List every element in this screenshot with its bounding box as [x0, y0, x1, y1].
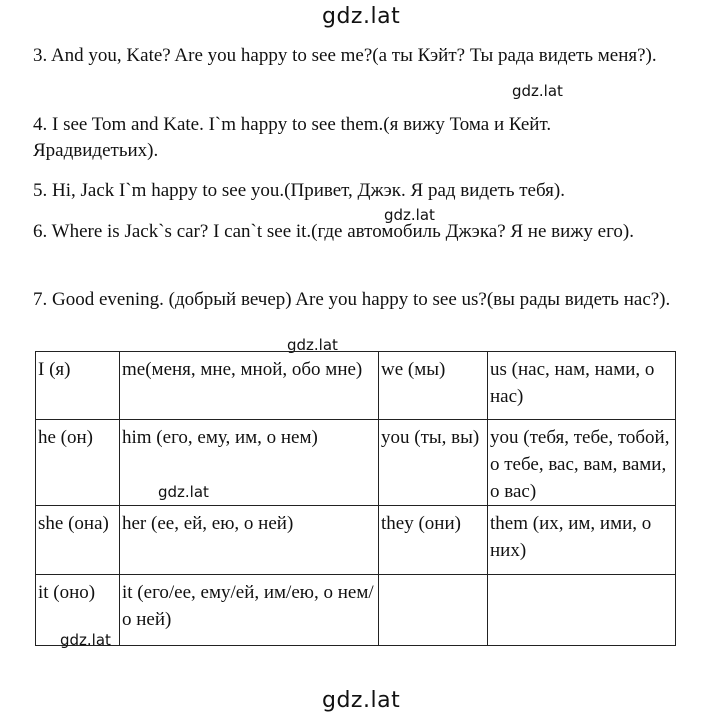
sentence-4: 4. I see Tom and Kate. I`m happy to see them.(я вижу Тома и Кейт. Ярадвидетьих).: [33, 114, 552, 161]
table-cell: them (их, им, ими, о них): [488, 506, 676, 575]
watermark-table-bottom: gdz.lat: [60, 631, 111, 649]
table-cell: it (его/ее, ему/ей, им/ею, о нем/о ней): [120, 575, 379, 646]
table-cell: us (нас, нам, нами, о нас): [488, 352, 676, 420]
sentence-6: 6. Where is Jack`s car? I can`t see it.(где автомобиль Джэка? Я не вижу его).: [33, 221, 635, 242]
table-row: [36, 575, 676, 646]
watermark-table-top: gdz.lat: [287, 336, 338, 354]
pronoun-table: [35, 351, 676, 646]
table-cell: [379, 575, 488, 646]
table-row: [36, 352, 676, 420]
table-cell: you (ты, вы): [379, 420, 488, 506]
table-row: [36, 506, 676, 575]
sentence-3: 3. And you, Kate? Are you happy to see me?(а ты Кэйт? Ты рада видеть меня?).: [33, 45, 657, 66]
table-cell: it (оно): [36, 575, 120, 646]
watermark-top: gdz.lat: [322, 4, 401, 29]
sentence-5: 5. Hi, Jack I`m happy to see you.(Привет, Джэк. Я рад видеть тебя).: [33, 180, 565, 201]
watermark-bottom: gdz.lat: [322, 688, 401, 713]
table-cell: I (я): [36, 352, 120, 420]
table-cell: him (его, ему, им, о нем): [120, 420, 379, 506]
table-cell: they (они): [379, 506, 488, 575]
table-row: [36, 420, 676, 506]
table-cell: her (ее, ей, ею, о ней): [120, 506, 379, 575]
table-cell: he (он): [36, 420, 120, 506]
table-cell: [488, 575, 676, 646]
sentence-7: 7. Good evening. (добрый вечер) Are you happy to see us?(вы рады видеть нас?).: [33, 289, 671, 310]
watermark-p3: gdz.lat: [512, 82, 563, 100]
watermark-p6: gdz.lat: [384, 206, 435, 224]
table-cell: she (она): [36, 506, 120, 575]
table-cell: me(меня, мне, мной, обо мне): [120, 352, 379, 420]
table-cell: we (мы): [379, 352, 488, 420]
table-cell: you (тебя, тебе, тобой, о тебе, вас, вам, вами, о вас): [488, 420, 676, 506]
watermark-table-mid: gdz.lat: [158, 483, 209, 501]
